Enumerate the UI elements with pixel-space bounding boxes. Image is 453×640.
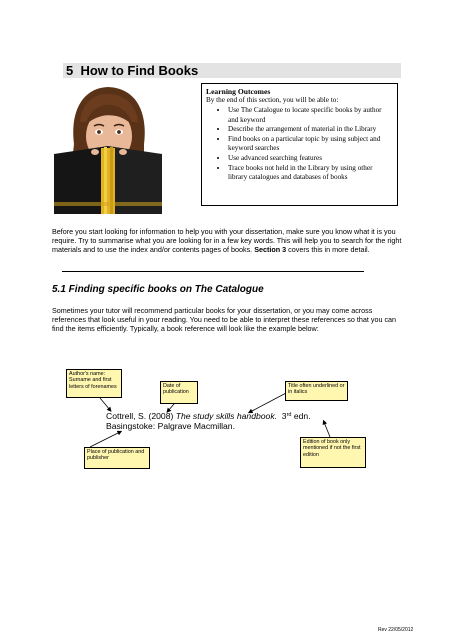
learning-outcome-item: • Trace books not held in the Library by using other library catalogues and databases of books [228, 164, 392, 182]
intro-text: Before you start looking for information to help you with your dissertation, make sure you know what it is you require. Try to summarise what you are looking for in a few key words. This will help you to search for the right materials and to use the index and/or contents pages of books. [52, 227, 402, 255]
subsection-heading: 5.1 Finding specific books on The Catalogue [52, 284, 264, 295]
citation-edition-tail: edn. [291, 411, 311, 421]
citation-publisher: Basingstoke: Palgrave Macmillan. [106, 421, 235, 432]
learning-outcome-item: • Describe the arrangement of material in the Library [228, 125, 392, 134]
callout-author-name: Author's name: Surname and first letters of forenames [66, 369, 122, 398]
citation-line-1 [106, 411, 311, 421]
callout-place-of-publication: Place of publication and publisher [84, 447, 150, 469]
learning-outcomes-intro: By the end of this section, you will be able to: [206, 96, 339, 105]
book-reference-example [106, 411, 311, 432]
learning-outcome-item: • Find books on a particular topic by using subject and keyword searches [228, 135, 392, 153]
callout-title: Title often underlined or in italics [285, 381, 348, 401]
citation-edition-suffix: rd [286, 412, 292, 418]
section-number: 5 [66, 63, 74, 78]
callout-edition: Edition of book only mentioned if not the first edition [300, 437, 366, 468]
intro-tail: covers this in more detail. [286, 245, 370, 255]
learning-outcome-item: • Use advanced searching features [228, 154, 392, 163]
subsection-paragraph: Sometimes your tutor will recommend particular books for your dissertation, or you may come across references that look useful in your reading. You need to be able to interpret these references so that you can find the items efficiently. Typically, a book reference will look like the example below: [52, 306, 397, 334]
revision-date: Rev 22/05/2012 [378, 627, 414, 633]
citation-author: Cottrell, S. (2008) [106, 411, 176, 421]
callout-date-of-publication: Date of publication [160, 381, 198, 404]
section-title-text: How to Find Books [80, 63, 199, 78]
section-reference: Section 3 [254, 245, 287, 255]
learning-outcomes-heading: Learning Outcomes [206, 87, 271, 96]
citation-title: The study skills handbook. [175, 411, 278, 421]
citation-edition-number: 3 [277, 411, 287, 421]
learning-outcome-item: • Use The Catalogue to locate specific books by author and keyword [228, 106, 392, 124]
